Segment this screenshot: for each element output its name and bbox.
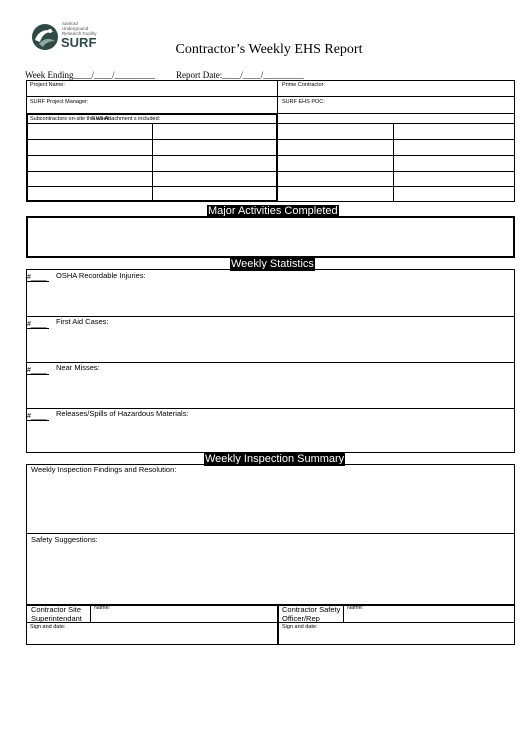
subcontractors-label: Subcontractors on-site this week bbox=[30, 116, 110, 122]
superintendent-sign-date-field[interactable]: Sign and date: bbox=[30, 624, 66, 630]
safety-officer-sign-date-field[interactable]: Sign and date: bbox=[282, 624, 318, 630]
safety-officer-label: Contractor Safety Officer/Rep bbox=[282, 605, 341, 623]
safety-suggestions-label[interactable]: Safety Suggestions: bbox=[31, 535, 98, 544]
superintendent-label: Contractor Site Superintendant bbox=[31, 605, 82, 623]
inspection-summary-heading: Weekly Inspection Summary bbox=[205, 453, 345, 465]
releases-count-input[interactable]: #____ bbox=[27, 411, 49, 421]
near-misses-label: Near Misses: bbox=[56, 363, 100, 372]
safety-officer-name-field[interactable]: Name: bbox=[347, 605, 364, 611]
superintendent-name-field[interactable]: Name: bbox=[94, 605, 111, 611]
logo-line3: Research Facility bbox=[62, 31, 97, 36]
releases-spills-label: Releases/Spills of Hazardous Materials: bbox=[56, 409, 189, 418]
major-activities-box[interactable] bbox=[26, 216, 515, 258]
inspection-findings-label[interactable]: Weekly Inspection Findings and Resolution: bbox=[31, 465, 177, 474]
first-aid-label: First Aid Cases: bbox=[56, 317, 109, 326]
logo-line1: Sanford bbox=[62, 21, 78, 26]
surf-ehs-poc-label[interactable]: SURF EHS POC: bbox=[282, 99, 325, 105]
first-aid-count-input[interactable]: #____ bbox=[27, 319, 49, 329]
major-activities-heading: Major Activities Completed bbox=[208, 205, 338, 217]
surf-project-manager-label[interactable]: SURF Project Manager: bbox=[30, 99, 89, 105]
attachments-label: EHS Attachment s included: bbox=[92, 116, 161, 122]
near-misses-count-input[interactable]: #____ bbox=[27, 365, 49, 375]
weekly-statistics-heading: Weekly Statistics bbox=[231, 258, 314, 270]
page-title: Contractor’s Weekly EHS Report bbox=[175, 42, 363, 57]
osha-recordable-label: OSHA Recordable Injuries: bbox=[56, 271, 146, 280]
osha-count-input[interactable]: #____ bbox=[27, 272, 49, 282]
report-date-field[interactable]: Report Date:____/____/_________ bbox=[176, 70, 304, 80]
logo-line2: Underground bbox=[62, 26, 89, 31]
inspection-summary-box bbox=[26, 464, 515, 645]
project-name-label[interactable]: Project Name: bbox=[30, 82, 65, 88]
week-ending-field[interactable]: Week Ending____/____/_________ bbox=[25, 70, 156, 80]
logo-wordmark: SURF bbox=[61, 35, 97, 50]
prime-contractor-label[interactable]: Prime Contractor: bbox=[282, 82, 326, 88]
weekly-statistics-box bbox=[26, 269, 515, 453]
